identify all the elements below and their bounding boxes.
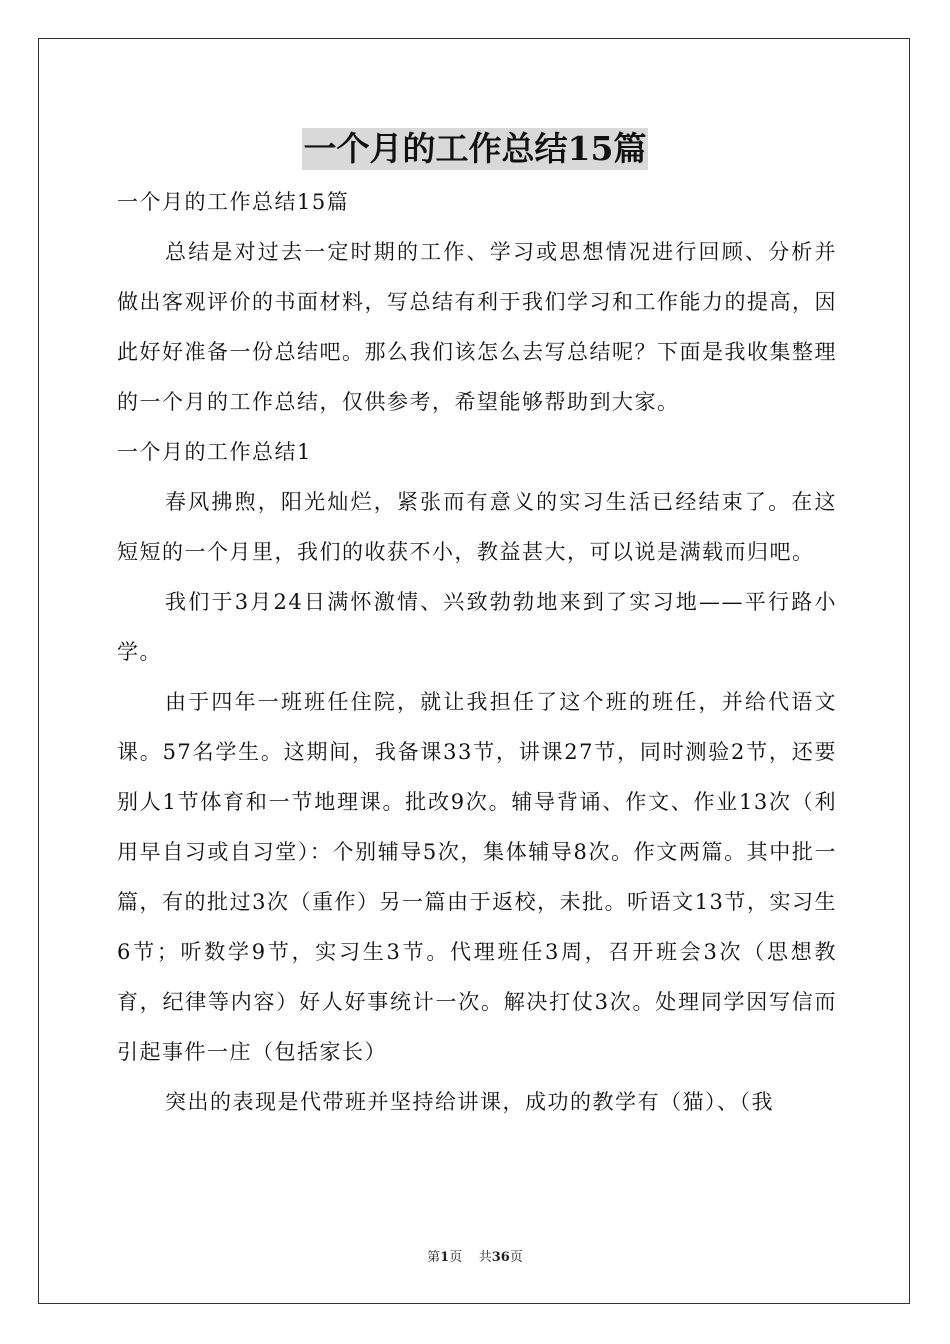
page-prefix: 第	[427, 1250, 441, 1265]
subtitle-paragraph: 一个月的工作总结15篇	[117, 190, 350, 214]
title-wrap	[0, 128, 950, 170]
section-heading: 一个月的工作总结1	[117, 440, 312, 464]
page-footer	[0, 1246, 950, 1265]
page-current: 1	[440, 1250, 450, 1265]
body-paragraph: 我们于3月24日满怀激情、兴致勃勃地来到了实习地——平行路小学。	[117, 590, 837, 664]
total-prefix: 共	[478, 1250, 492, 1265]
body-paragraph: 突出的表现是代带班并坚持给讲课，成功的教学有（猫）、（我	[165, 1090, 774, 1114]
body-paragraph: 由于四年一班班任住院，就让我担任了这个班的班任，并给代语文课。57名学生。这期间，我备课33节，讲课27节，同时测验2节，还要别人1节体育和一节地理课。批改9次。辅导背诵、作文、作业13次（利用早自习或自习堂）：个别辅导5次，集体辅导8次。作文两篇。其中批一篇，有的批过3次（重作）另一篇由于返校，未批。听语文13节，实习生6节；听数学9节，实习生3节。代理班任3周，召开班会3次（思想教育，纪律等内容）好人好事统计一次。解决打仗3次。处理同学因写信而引起事件一庄（包括家长）	[117, 690, 837, 1064]
page-suffix: 页	[449, 1250, 463, 1265]
document-title: 一个月的工作总结15篇	[303, 129, 647, 168]
total-suffix: 页	[509, 1250, 523, 1265]
page-total: 36	[491, 1250, 510, 1265]
document-body	[117, 177, 837, 1127]
body-paragraph: 春风拂煦，阳光灿烂，紧张而有意义的实习生活已经结束了。在这短短的一个月里，我们的收获不小，教益甚大，可以说是满载而归吧。	[117, 490, 837, 564]
intro-paragraph: 总结是对过去一定时期的工作、学习或思想情况进行回顾、分析并做出客观评价的书面材料，写总结有利于我们学习和工作能力的提高，因此好好准备一份总结吧。那么我们该怎么去写总结呢？下面是我收集整理的一个月的工作总结，仅供参考，希望能够帮助到大家。	[117, 240, 837, 414]
